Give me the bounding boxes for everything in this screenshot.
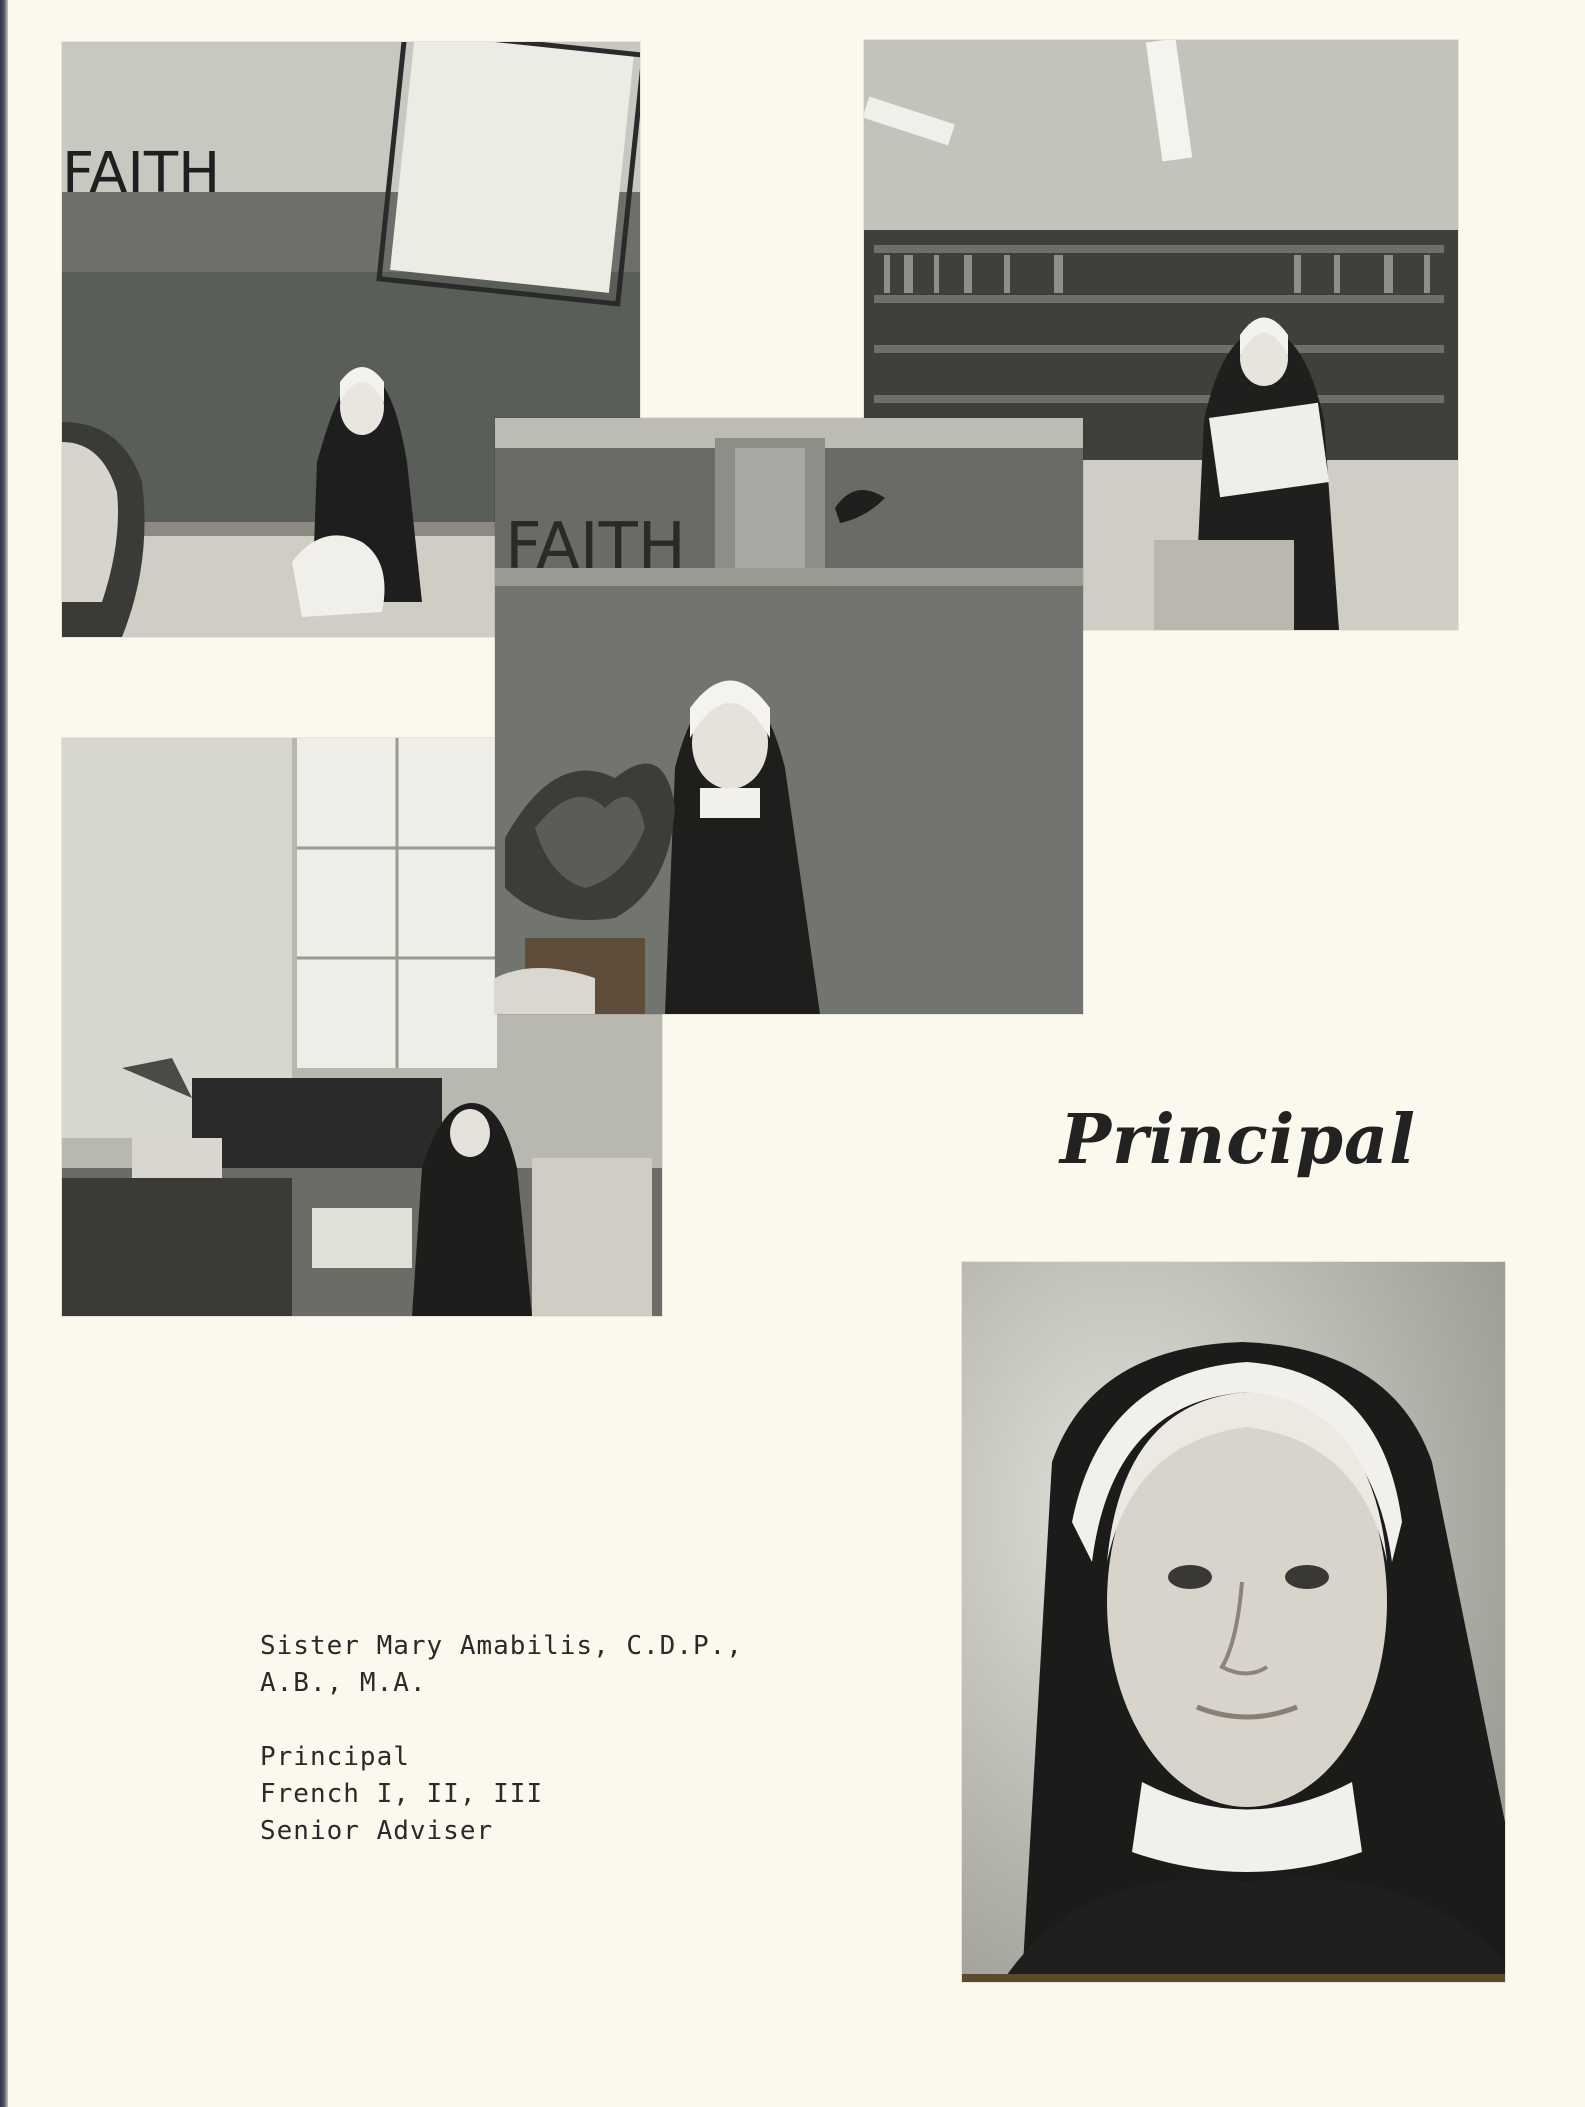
principal-name: Sister Mary Amabilis, C.D.P., xyxy=(260,1631,743,1661)
principal-advisory: Senior Adviser xyxy=(260,1816,494,1846)
faith-sign-text: FAITH xyxy=(62,141,221,206)
faith-sign-text-center: FAITH xyxy=(505,510,686,584)
principal-caption xyxy=(260,1628,860,1850)
center-chalkboard-photo xyxy=(495,418,1083,1014)
page-title: Principal xyxy=(1060,1100,1416,1180)
principal-degrees: A.B., M.A. xyxy=(260,1668,427,1698)
page-binding-edge xyxy=(0,0,8,2107)
principal-role: Principal xyxy=(260,1742,410,1772)
principal-portrait-photo xyxy=(962,1262,1505,1982)
principal-subjects: French I, II, III xyxy=(260,1779,544,1809)
